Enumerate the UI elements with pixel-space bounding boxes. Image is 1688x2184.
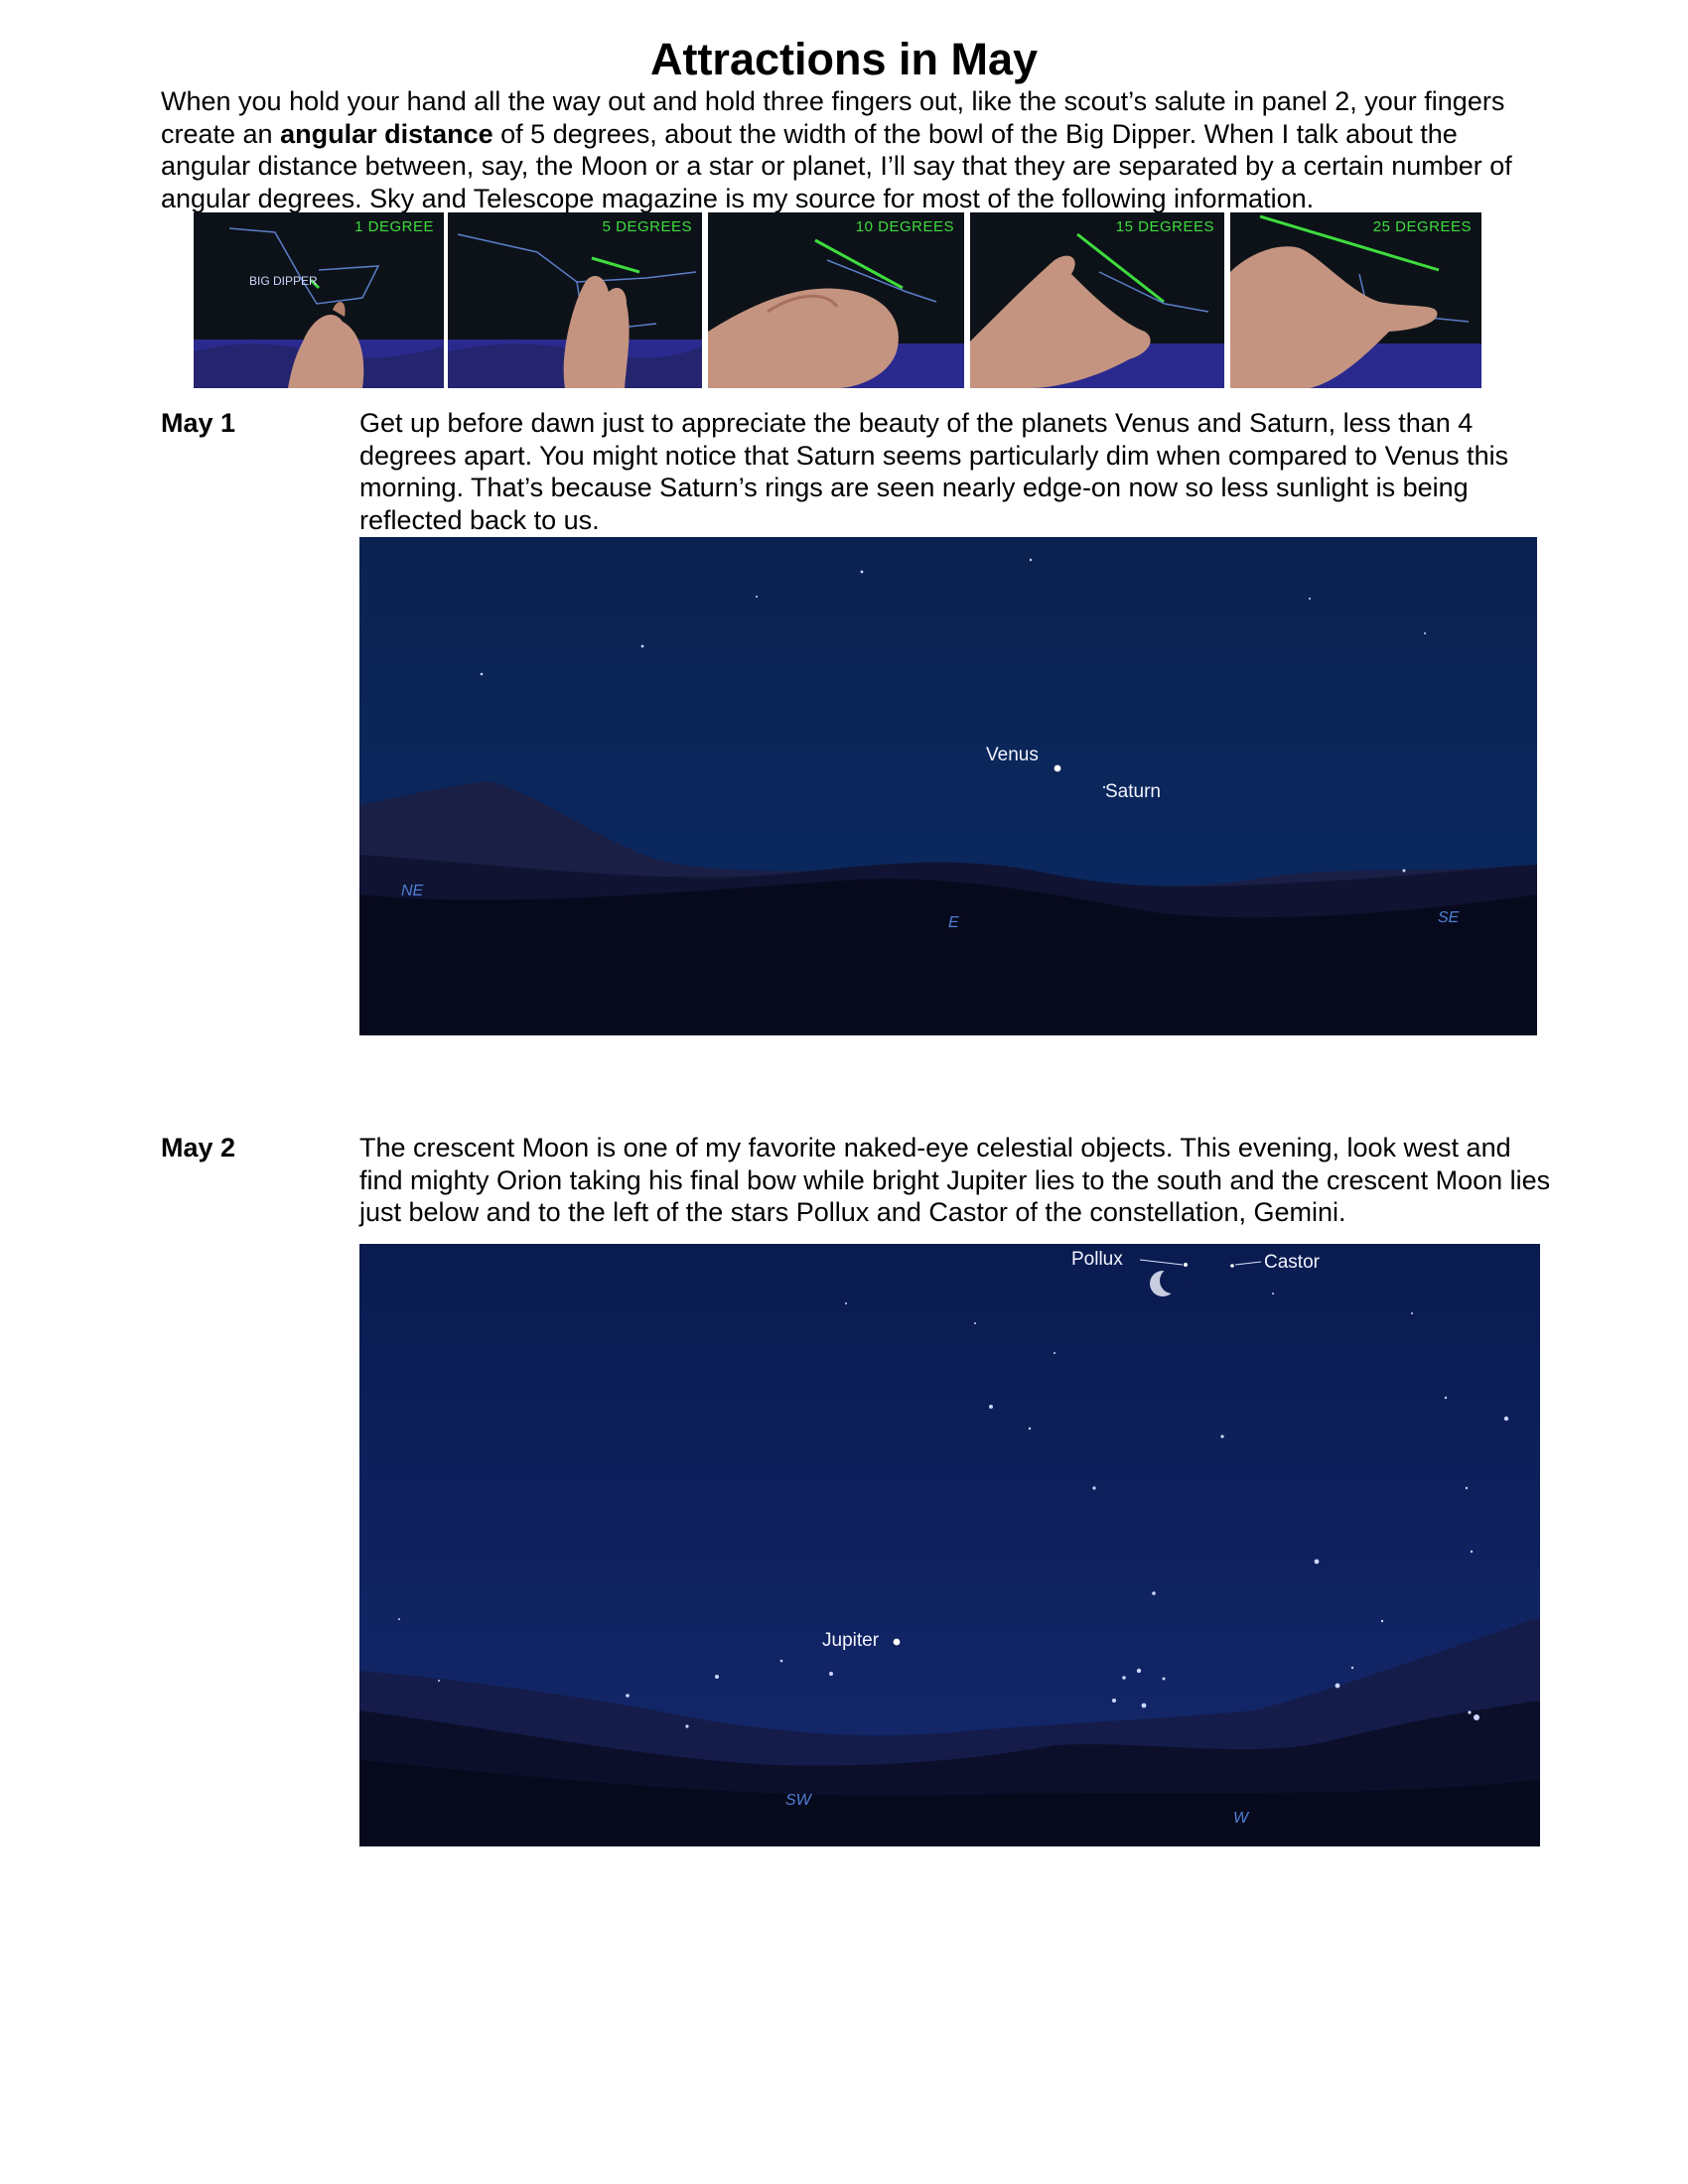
panel-label: 25 DEGREES [1372,218,1472,235]
sky-chart-may-2 [359,1244,1540,1846]
panel-label: 1 DEGREE [354,218,434,235]
panel-1-illustration [194,212,444,388]
intro-text-2: of 5 degrees, about the width of the bowl of the Big Dipper. When I talk about the angular distance between, say, the Moon or a star or planet, I’ll say that they are separated by a certain number of angular degrees. Sky and Telescope magazine is my source for most of the following information. [161,118,1512,213]
panel-15-degrees [970,212,1224,388]
panel-15-illustration [970,212,1224,388]
sky-chart-may-1-image [359,537,1537,1035]
panel-10-illustration [708,212,964,388]
date-may-2: May 2 [161,1133,236,1162]
panel-10-degrees [708,212,964,388]
intro-text-1: When you hold your hand all the way out and hold three fingers out, like the scout’s salute in panel 2, your fingers create an [161,86,1505,149]
intro-paragraph [161,85,1551,214]
pollux-label: Pollux [1071,1249,1123,1270]
panel-label: 5 DEGREES [602,218,692,235]
sky-chart-may-1 [359,537,1537,1035]
saturn-label: Saturn [1105,781,1161,802]
venus-label: Venus [986,745,1039,765]
direction-se: SE [1438,909,1460,926]
big-dipper-label: BIG DIPPER [249,274,318,288]
intro-bold-term: angular distance [280,118,493,149]
castor-label: Castor [1264,1252,1320,1273]
panel-1-degree [194,212,444,388]
direction-sw: SW [785,1792,811,1809]
jupiter-label: Jupiter [822,1630,880,1651]
panel-label: 15 DEGREES [1115,218,1214,235]
panel-label: 10 DEGREES [855,218,954,235]
date-may-1: May 1 [161,408,236,438]
panel-5-illustration [448,212,702,388]
entry-may-2-text: The crescent Moon is one of my favorite naked-eye celestial objects. This evening, look west and find mighty Orion taking his final bow while bright Jupiter lies to the south and the crescent Moon lies just below and to the left of the stars Pollux and Castor of the constellation, Gemini. [359,1133,1551,1227]
panel-25-illustration [1230,212,1481,388]
sky-chart-may-2-image [359,1244,1540,1846]
panel-5-degrees [448,212,702,388]
direction-ne: NE [401,883,424,899]
direction-e: E [948,914,959,931]
panel-25-degrees [1230,212,1481,388]
entry-may-1-text: Get up before dawn just to appreciate the beauty of the planets Venus and Saturn, less than 4 degrees apart. You might notice that Saturn seems particularly dim when compared to Venus this morning. That’s because Saturn’s rings are seen nearly edge-on now so less sunlight is being reflected back to us. [359,408,1509,535]
direction-w: W [1233,1810,1249,1827]
page-title: Attractions in May [649,34,1039,84]
